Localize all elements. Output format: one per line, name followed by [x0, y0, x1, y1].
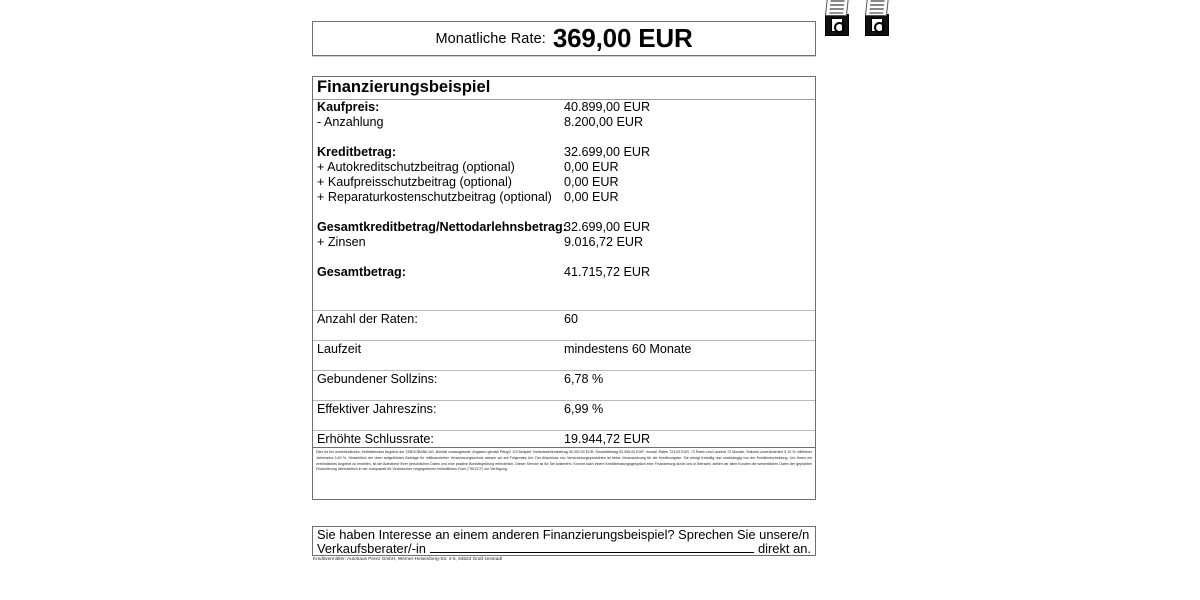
- table-row: [313, 371, 815, 400]
- monthly-rate-label: Monatliche Rate:: [435, 30, 546, 47]
- row-value: 9.016,72 EUR: [564, 235, 644, 249]
- table-row: [313, 235, 815, 250]
- row-label: + Reparaturkostenschutzbeitrag (optional): [317, 190, 552, 204]
- row-value: 8.200,00 EUR: [564, 115, 644, 129]
- table-row: [313, 311, 815, 340]
- row-label: Anzahl der Raten:: [317, 312, 418, 326]
- row-value: 32.699,00 EUR: [564, 220, 651, 234]
- table-row: [313, 145, 815, 160]
- row-value: 40.899,00 EUR: [564, 100, 651, 114]
- monthly-rate-box: [312, 21, 816, 56]
- credit-broker-note: Kreditvermittler: Autohaus Perez GmbH, Werner-Heisenberg-Str. 4-6, 64823 Groß-Umstadt: [313, 556, 503, 561]
- row-label: Gebundener Sollzins:: [317, 372, 438, 386]
- row-label: Kaufpreis:: [317, 100, 380, 114]
- row-label: Gesamtkreditbetrag/Nettodarlehnsbetrag:: [317, 220, 567, 234]
- contact-advisor-box: [312, 526, 816, 556]
- printer-icon-secondary: [864, 0, 890, 38]
- printer-body-icon-secondary: [865, 14, 889, 36]
- row-value: 0,00 EUR: [564, 160, 619, 174]
- financing-example-box: [312, 76, 816, 461]
- row-value: 32.699,00 EUR: [564, 145, 651, 159]
- printer-body-icon: [825, 14, 849, 36]
- row-value: 0,00 EUR: [564, 190, 619, 204]
- advisor-name-blank-field[interactable]: [430, 542, 754, 553]
- table-row: [313, 160, 815, 175]
- table-row: [313, 190, 815, 205]
- printer-icon: [824, 0, 850, 38]
- financing-rows: [313, 100, 815, 460]
- printer-paper-icon-secondary: [865, 0, 889, 16]
- row-spacer: [313, 280, 815, 310]
- row-value: mindestens 60 Monate: [564, 342, 692, 356]
- row-label: + Zinsen: [317, 235, 366, 249]
- advisor-suffix: direkt an.: [757, 541, 811, 557]
- table-row: [313, 115, 815, 130]
- financing-example-title: Finanzierungsbeispiel: [313, 77, 815, 100]
- row-spacer: [313, 250, 815, 265]
- row-label: Effektiver Jahreszins:: [317, 402, 437, 416]
- table-row: [313, 100, 815, 115]
- table-row: [313, 401, 815, 430]
- row-spacer: [313, 205, 815, 220]
- printer-paper-icon: [825, 0, 849, 16]
- printer-screen-icon-secondary: [871, 18, 883, 32]
- contact-advisor-line-2: [317, 542, 811, 556]
- row-label: Laufzeit: [317, 342, 362, 356]
- row-label: Gesamtbetrag:: [317, 265, 406, 279]
- row-label: Kreditbetrag:: [317, 145, 397, 159]
- table-row: [313, 220, 815, 235]
- row-spacer: [313, 130, 815, 145]
- device-icon-group: [824, 0, 890, 38]
- row-label: + Autokreditschutzbeitrag (optional): [317, 160, 515, 174]
- contact-advisor-line-1: Sie haben Interesse an einem anderen Finanzierungsbeispiel? Sprechen Sie unsere/n: [317, 527, 810, 542]
- table-row: [313, 341, 815, 370]
- monthly-rate-value: 369,00 EUR: [552, 23, 693, 53]
- row-value: 0,00 EUR: [564, 175, 619, 189]
- table-row: [313, 265, 815, 280]
- row-value: 6,78 %: [564, 372, 604, 386]
- row-value: 19.944,72 EUR: [564, 432, 651, 446]
- row-label: - Anzahlung: [317, 115, 384, 129]
- row-value: 60: [564, 312, 579, 326]
- row-value: 41.715,72 EUR: [564, 265, 651, 279]
- table-row: [313, 175, 815, 190]
- legal-fineprint: Dies ist ein unverbindliches, freibleibendes Angebot der TARGOBANK AG. Bonität vorausgesetzt. Angaben gemäß PAngV. 2/3 Beispiel: Nettodarlehensbetrag 40.000,00 EUR, Gesamtbetrag 52.058,00 EUR, monatl. Raten 723,00 EUR, 72 Raten und Laufzeit 72 Monate, Sollzins unveränderlich 9,10 %, effektiver Jahreszins 9,49 %. Hinsichtlich der oben aufgeführten Beiträge für mitfinanzierten Versicherungsschutz weisen wir auf Folgendes hin: Der Abschluss von Versicherungsprodukten ist keine Voraussetzung für die Kreditvergabe. Sie erfolgt freiwillig und unabhängig von der Kreditentscheidung. Um Ihnen ein verbindliches Angebot zu erstellen, ist die Aufnahme Ihrer persönlichen Daten und eine positive Bonitätsprüfung erforderlich. Dieser Service ist für Sie kostenfrei. Kommt nach einem Kreditberatungsgespräch eine Finanzierung durch uns in Betracht, stellen wir allen Kunden die wesentlichen Daten der geplanten Finanzierung übersichtlich in der europaweit für Verbraucher vorgegebenen einheitlichen Form ("SECCI") zur Verfügung.: [312, 447, 816, 500]
- printer-screen-icon: [831, 18, 843, 32]
- row-label: Erhöhte Schlussrate:: [317, 432, 434, 446]
- row-label: + Kaufpreisschutzbeitrag (optional): [317, 175, 512, 189]
- row-value: 6,99 %: [564, 402, 604, 416]
- advisor-label: Verkaufsberater/-in: [317, 541, 426, 557]
